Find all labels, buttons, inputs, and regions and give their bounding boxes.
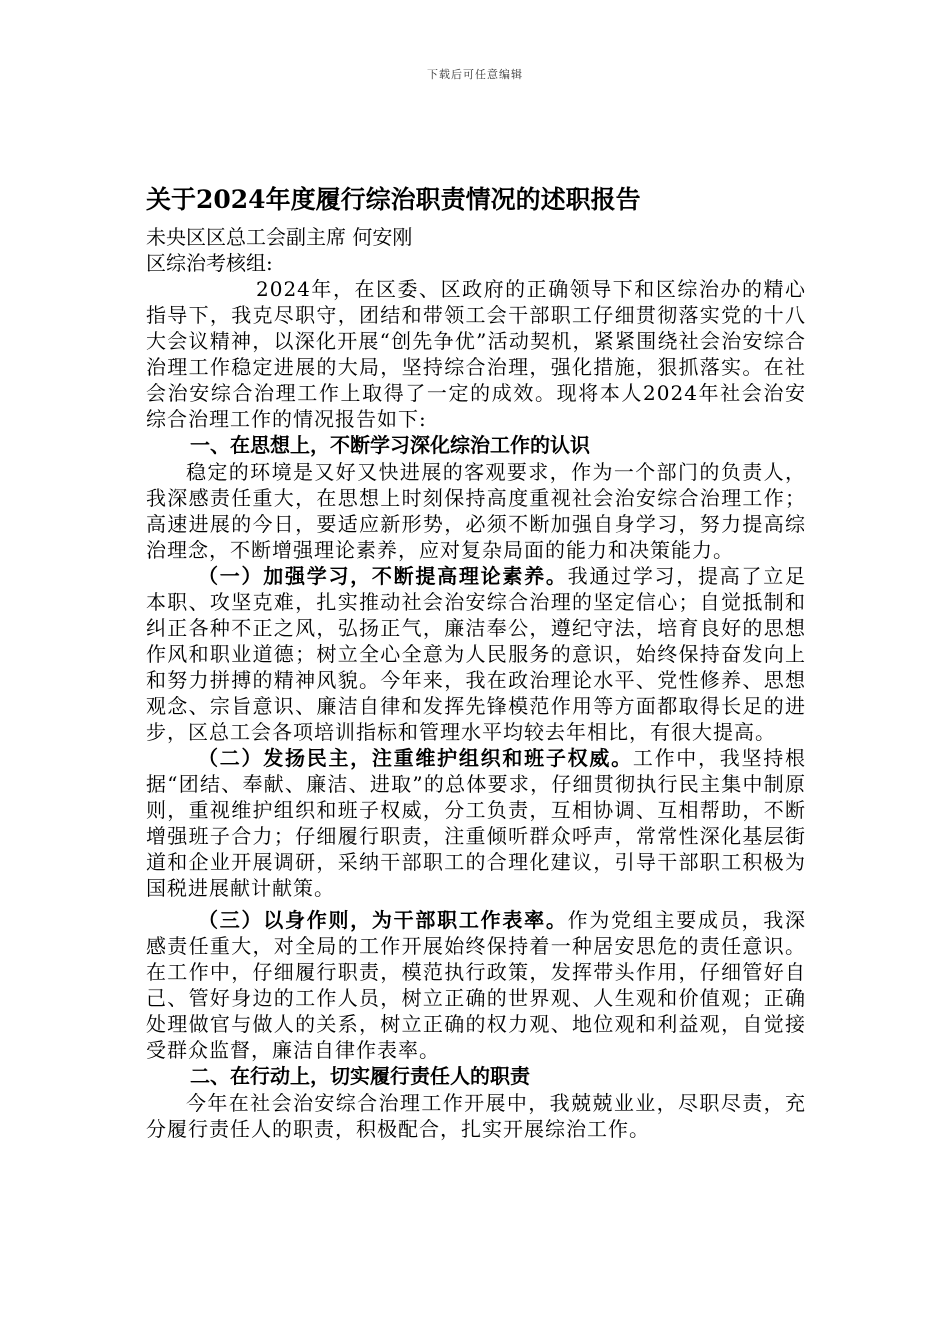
section-1-paragraph: 稳定的环境是又好又快进展的客观要求，作为一个部门的负责人，我深感责任重大，在思想上时刻保持高度重视社会治安综合治理工作；高速进展的今日，要适应新形势，必须不断加强自身学习，努力提高综治理念，不断增强理论素养，应对复杂局面的能力和决策能力。 [146, 460, 806, 562]
intro-paragraph: 2024年，在区委、区政府的正确领导下和区综治办的精心指导下，我克尽职守，团结和带领工会干部职工仔细贯彻落实党的十八大会议精神，以深化开展“创先争优”活动契机，紧紧围绕社会治安综合治理工作稳定进展的大局，坚持综合治理，强化措施，狠抓落实。在社会治安综合治理工作上取得了一定的成效。现将本人2024年社会治安综合治理工作的情况报告如下: [146, 277, 806, 431]
section-1-item-3-body: 作为党组主要成员，我深感责任重大，对全局的工作开展始终保持着一种居安思危的责任意识。在工作中，仔细履行职责，模范执行政策，发挥带头作用，仔细管好自己、管好身边的工作人员，树立正确的世界观、人生观和价值观；正确处理做官与做人的关系，树立正确的权力观、地位观和利益观，自觉接受群众监督，廉洁自律作表率。 [146, 908, 807, 1062]
document-body [146, 182, 806, 1142]
document-title: 关于2024年度履行综治职责情况的述职报告 [146, 185, 641, 214]
section-1-item-1-lead: （一）加强学习，不断提高理论素养。 [198, 564, 568, 588]
section-1-heading: 一、在思想上，不断学习深化综治工作的认识 [190, 433, 590, 457]
author-line: 未央区区总工会副主席 何安刚 [146, 225, 413, 249]
section-1-item-1-body: 我通过学习，提高了立足本职、攻坚克难，扎实推动社会治安综合治理的坚定信心；自觉抵制和纠正各种不正之风，弘扬正气，廉洁奉公，遵纪守法，培育良好的思想作风和职业道德；树立全心全意为人民服务的意识，始终保持奋发向上和努力拼搏的精神风貌。今年来，我在政治理论水平、党性修养、思想观念、宗旨意识、廉洁自律和发挥先锋模范作用等方面都取得长足的进步，区总工会各项培训指标和管理水平均较去年相比，有很大提高。 [146, 564, 807, 744]
section-1-item-2-body: 工作中，我坚持根据“团结、奉献、廉洁、进取”的总体要求，仔细贯彻执行民主集中制原则，重视维护组织和班子权威，分工负责，互相协调、互相帮助，不断增强班子合力；仔细履行职责，注重倾听群众呼声，常常性深化基层街道和企业开展调研，采纳干部职工的合理化建议，引导干部职工积极为国税进展献计献策。 [146, 746, 807, 900]
section-1-item-2 [146, 745, 806, 901]
section-1-item-2-lead: （二）发扬民主，注重维护组织和班子权威。 [198, 746, 633, 770]
salutation: 区综治考核组: [146, 251, 273, 275]
section-2-paragraph: 今年在社会治安综合治理工作开展中，我兢兢业业，尽职尽责，充分履行责任人的职责，积极配合，扎实开展综治工作。 [146, 1091, 806, 1141]
section-2-heading: 二、在行动上，切实履行责任人的职责 [190, 1064, 530, 1088]
header-note: 下载后可任意编辑 [427, 68, 523, 81]
section-1-item-1 [146, 563, 806, 745]
section-1-item-3-lead: （三）以身作则，为干部职工作表率。 [198, 908, 568, 932]
section-1-item-3 [146, 907, 806, 1063]
